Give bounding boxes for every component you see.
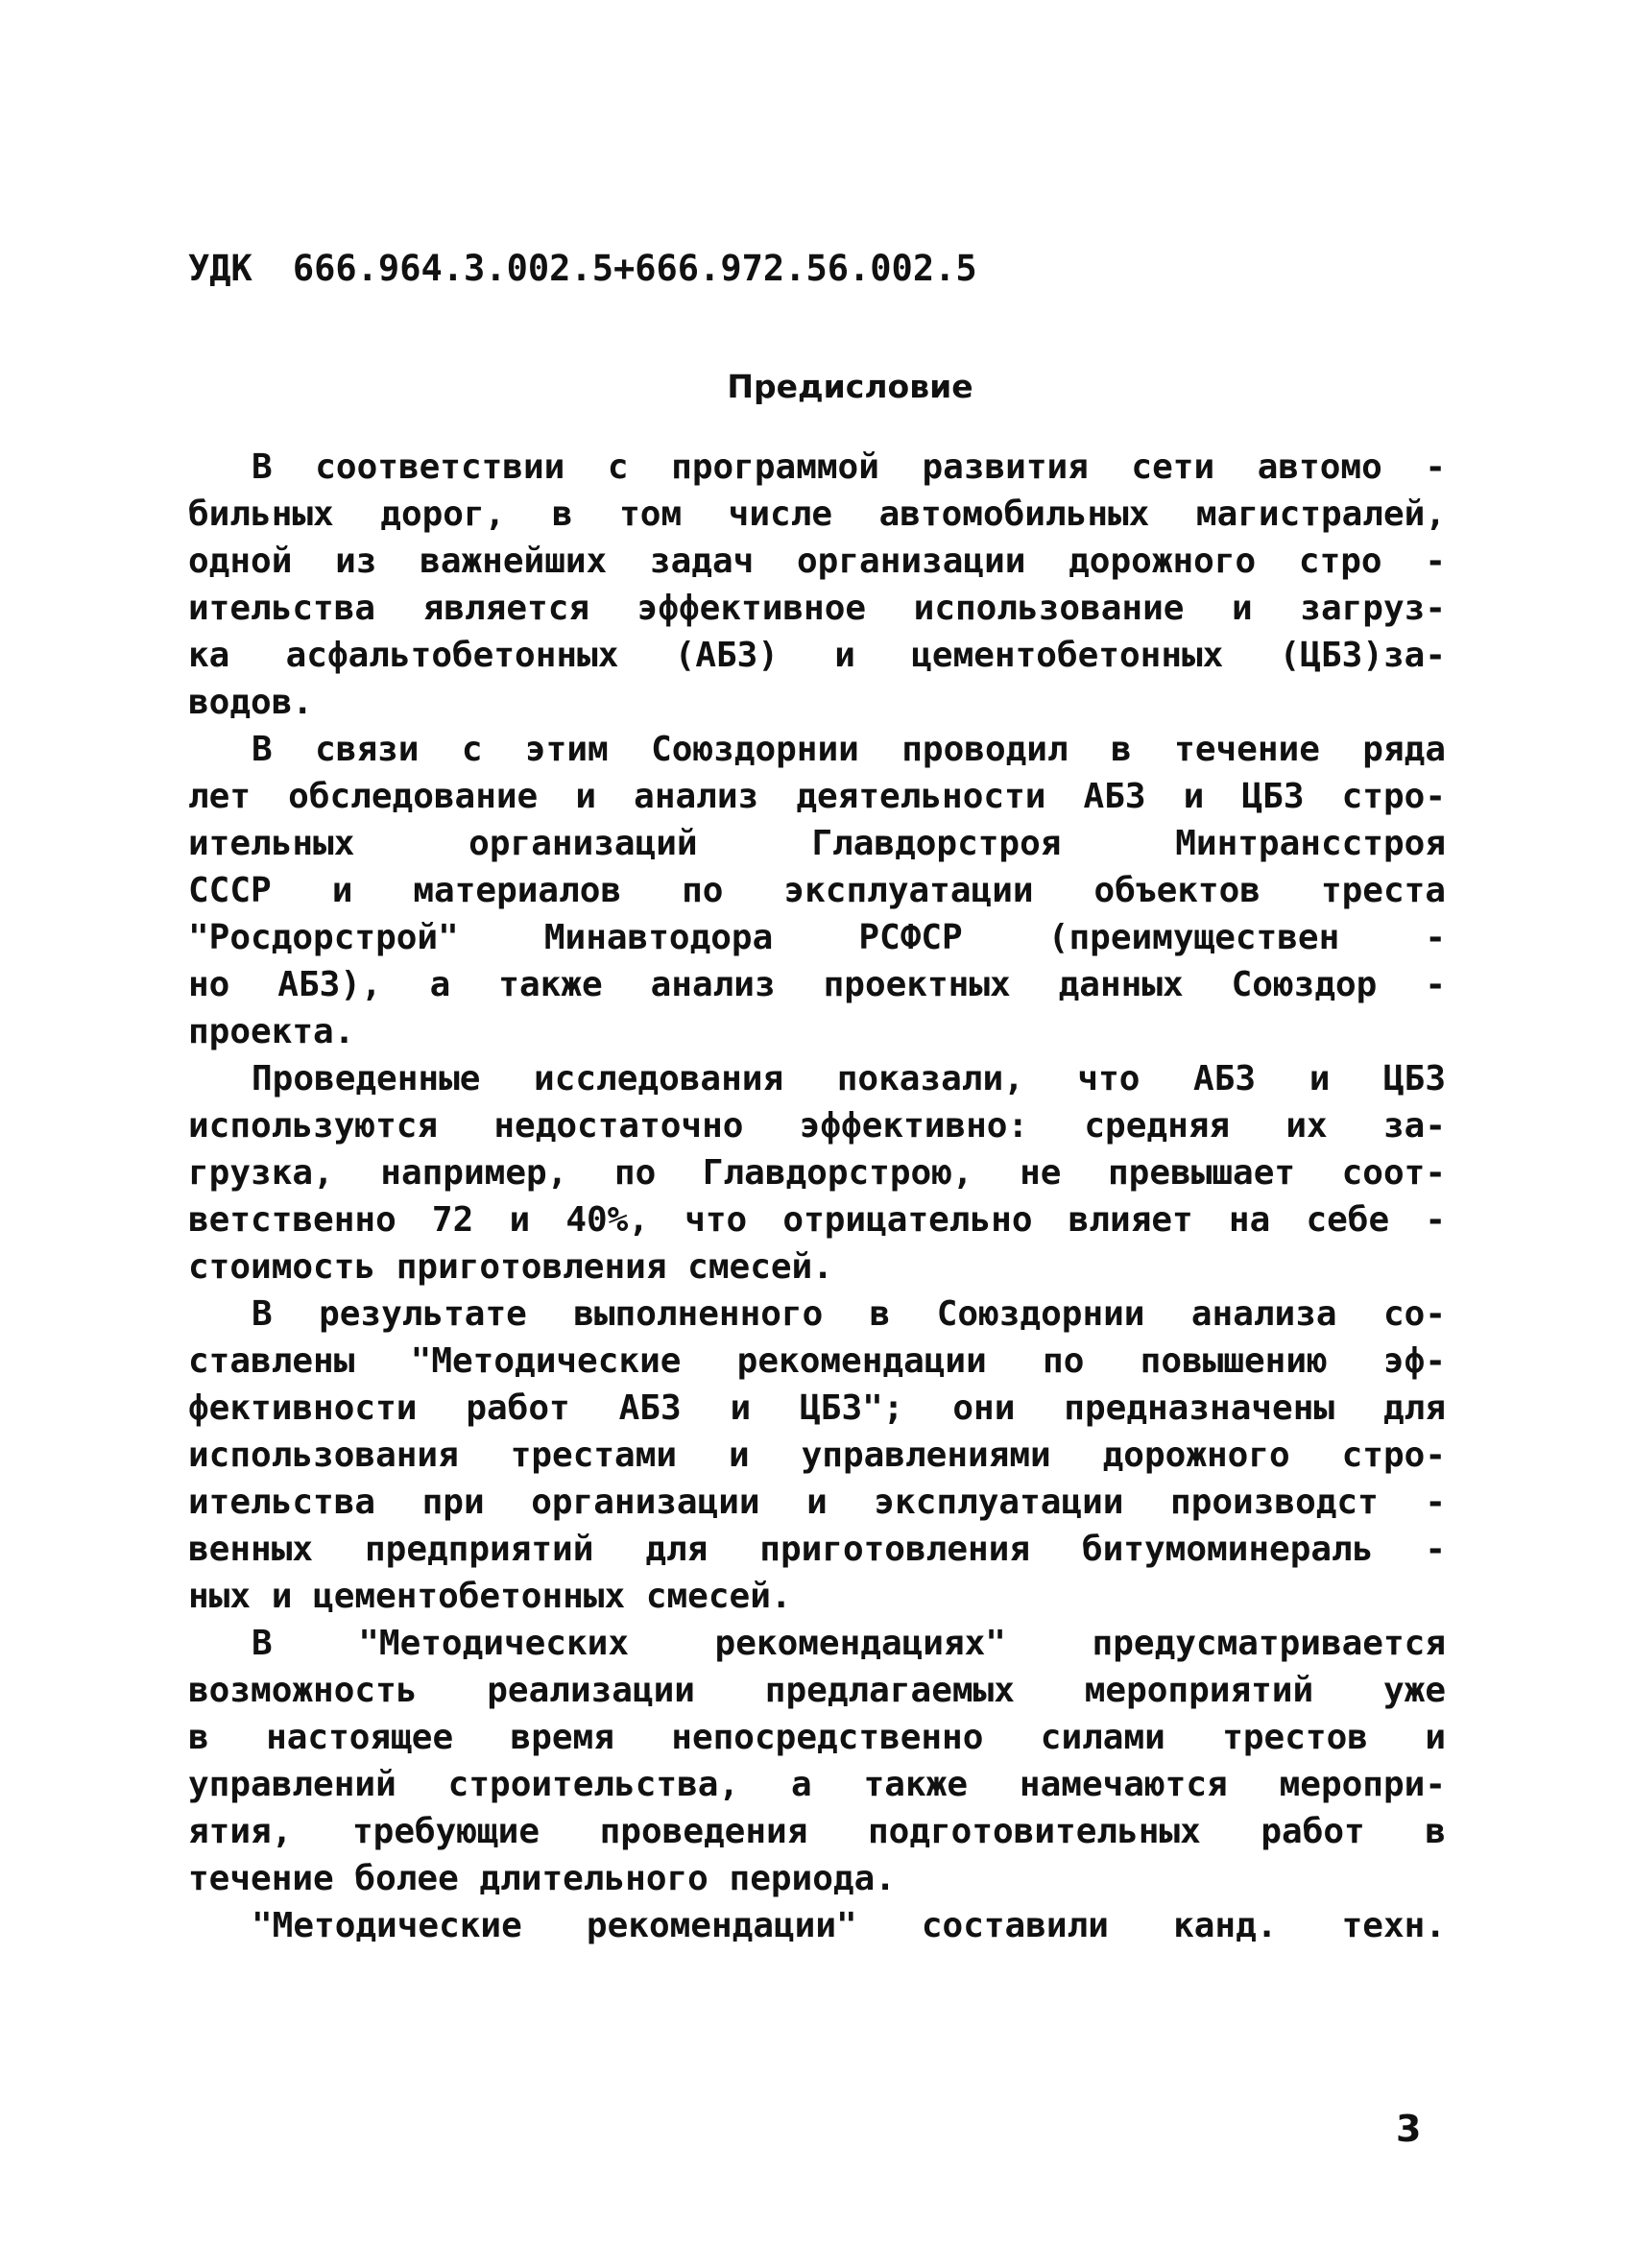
text-line: венных предприятий для приготовления битумоминераль -	[188, 1530, 1446, 1569]
text-line: течение более длительного периода.	[188, 1859, 896, 1898]
text-line: использования трестами и управлениями дорожного стро-	[188, 1436, 1446, 1475]
text-line: возможность реализации предлагаемых мероприятий уже	[188, 1671, 1446, 1710]
text-line: Проведенные исследования показали, что АБЗ и ЦБЗ	[252, 1059, 1446, 1098]
text-line: ветственно 72 и 40%, что отрицательно влияет на себе -	[188, 1200, 1446, 1240]
page-title: Предисловие	[727, 368, 973, 405]
text-line: ительных организаций Главдорстроя Минтрансстроя	[188, 824, 1446, 863]
text-line: стоимость приготовления смесей.	[188, 1247, 833, 1287]
text-line: но АБЗ), а также анализ проектных данных Союздор -	[188, 965, 1446, 1004]
text-line: проекта.	[188, 1012, 355, 1051]
text-line: ительства при организации и эксплуатации производст -	[188, 1483, 1446, 1522]
text-line: фективности работ АБЗ и ЦБЗ"; они предназначены для	[188, 1388, 1446, 1428]
text-line: лет обследование и анализ деятельности АБЗ и ЦБЗ стро-	[188, 777, 1446, 816]
text-line: СССР и материалов по эксплуатации объектов треста	[188, 871, 1446, 910]
text-line: водов.	[188, 683, 314, 722]
text-line: ятия, требующие проведения подготовительных работ в	[188, 1812, 1446, 1851]
text-line: В соответствии с программой развития сети автомо -	[252, 447, 1446, 487]
text-line: В результате выполненного в Союздорнии анализа со-	[252, 1294, 1446, 1334]
text-line: ных и цементобетонных смесей.	[188, 1577, 792, 1616]
text-line: бильных дорог, в том числе автомобильных магистралей,	[188, 495, 1446, 534]
udk-header	[188, 248, 977, 289]
text-line: ительства является эффективное использование и загруз-	[188, 589, 1446, 628]
text-line: ка асфальтобетонных (АБЗ) и цементобетонных (ЦБЗ)за-	[188, 636, 1446, 675]
body-text	[188, 444, 1446, 1949]
text-line: "Методические рекомендации" составили канд. техн.	[252, 1906, 1446, 1945]
text-line: управлений строительства, а также намечаются меропри-	[188, 1765, 1446, 1804]
text-line: В связи с этим Союздорнии проводил в течение ряда	[252, 730, 1446, 769]
text-line: В "Методических рекомендациях" предусматривается	[252, 1624, 1446, 1663]
text-line: "Росдорстрой" Минавтодора РСФСР (преимуществен -	[188, 918, 1446, 957]
text-line: используются недостаточно эффективно: средняя их за-	[188, 1106, 1446, 1146]
text-line: грузка, например, по Главдорстрою, не превышает соот-	[188, 1153, 1446, 1193]
udk-code: 666.964.3.002.5+666.972.56.002.5	[292, 248, 977, 289]
text-line: ставлены "Методические рекомендации по повышению эф-	[188, 1341, 1446, 1381]
text-line: в настоящее время непосредственно силами трестов и	[188, 1718, 1446, 1757]
page-number: 3	[1396, 2108, 1422, 2150]
text-line: одной из важнейших задач организации дорожного стро -	[188, 542, 1446, 581]
udk-label: УДК	[188, 248, 252, 289]
